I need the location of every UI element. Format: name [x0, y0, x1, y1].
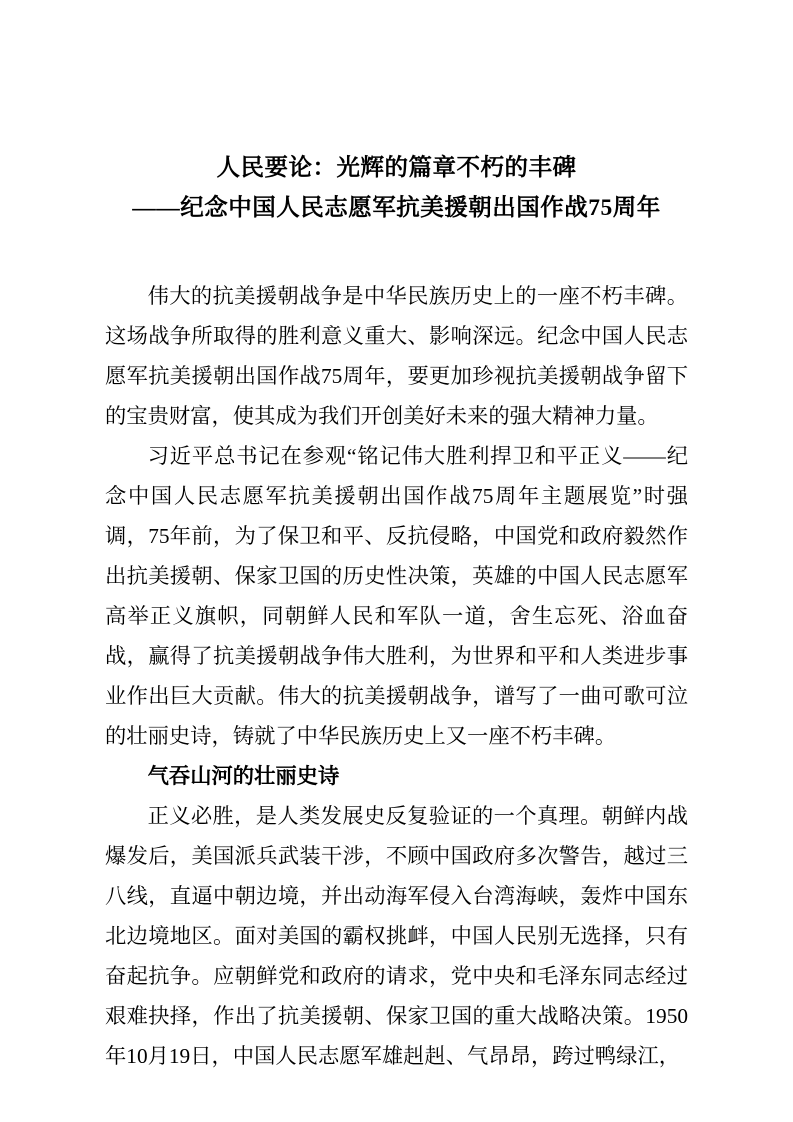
document-title-line1: 人民要论：光辉的篇章不朽的丰碑 [216, 155, 577, 181]
paragraph-xi-remarks: 习近平总书记在参观“铭记伟大胜利捍卫和平正义——纪念中国人民志愿军抗美援朝出国作战75周年主题展览”时强调，75年前，为了保卫和平、反抗侵略，中国党和政府毅然作出抗美援朝、保家卫国的历史性决策，英雄的中国人民志愿军高举正义旗帜，同朝鲜人民和军队一道，舍生忘死、浴血奋战，赢得了抗美援朝战争伟大胜利，为世界和平和人类进步事业作出巨大贡献。伟大的抗美援朝战争，谱写了一曲可歌可泣的壮丽史诗，铸就了中华民族历史上又一座不朽丰碑。 [105, 444, 688, 748]
document-title-line2: ——纪念中国人民志愿军抗美援朝出国作战75周年 [132, 195, 661, 221]
document-title [105, 148, 688, 228]
section-heading: 气吞山河的壮丽史诗 [147, 764, 340, 788]
paragraph-history: 正义必胜，是人类发展史反复验证的一个真理。朝鲜内战爆发后，美国派兵武装干涉，不顾中国政府多次警告，越过三八线，直逼中朝边境，并出动海军侵入台湾海峡，轰炸中国东北边境地区。面对美国的霸权挑衅，中国人民别无选择，只有奋起抗争。应朝鲜党和政府的请求，党中央和毛泽东同志经过艰难抉择，作出了抗美援朝、保家卫国的重大战略决策。1950年10月19日，中国人民志愿军雄赳赳、气昂昂，跨过鸭绿江， [105, 804, 688, 1068]
paragraph-intro: 伟大的抗美援朝战争是中华民族历史上的一座不朽丰碑。这场战争所取得的胜利意义重大、影响深远。纪念中国人民志愿军抗美援朝出国作战75周年，要更加珍视抗美援朝战争留下的宝贵财富，使其成为我们开创美好未来的强大精神力量。 [105, 284, 688, 428]
